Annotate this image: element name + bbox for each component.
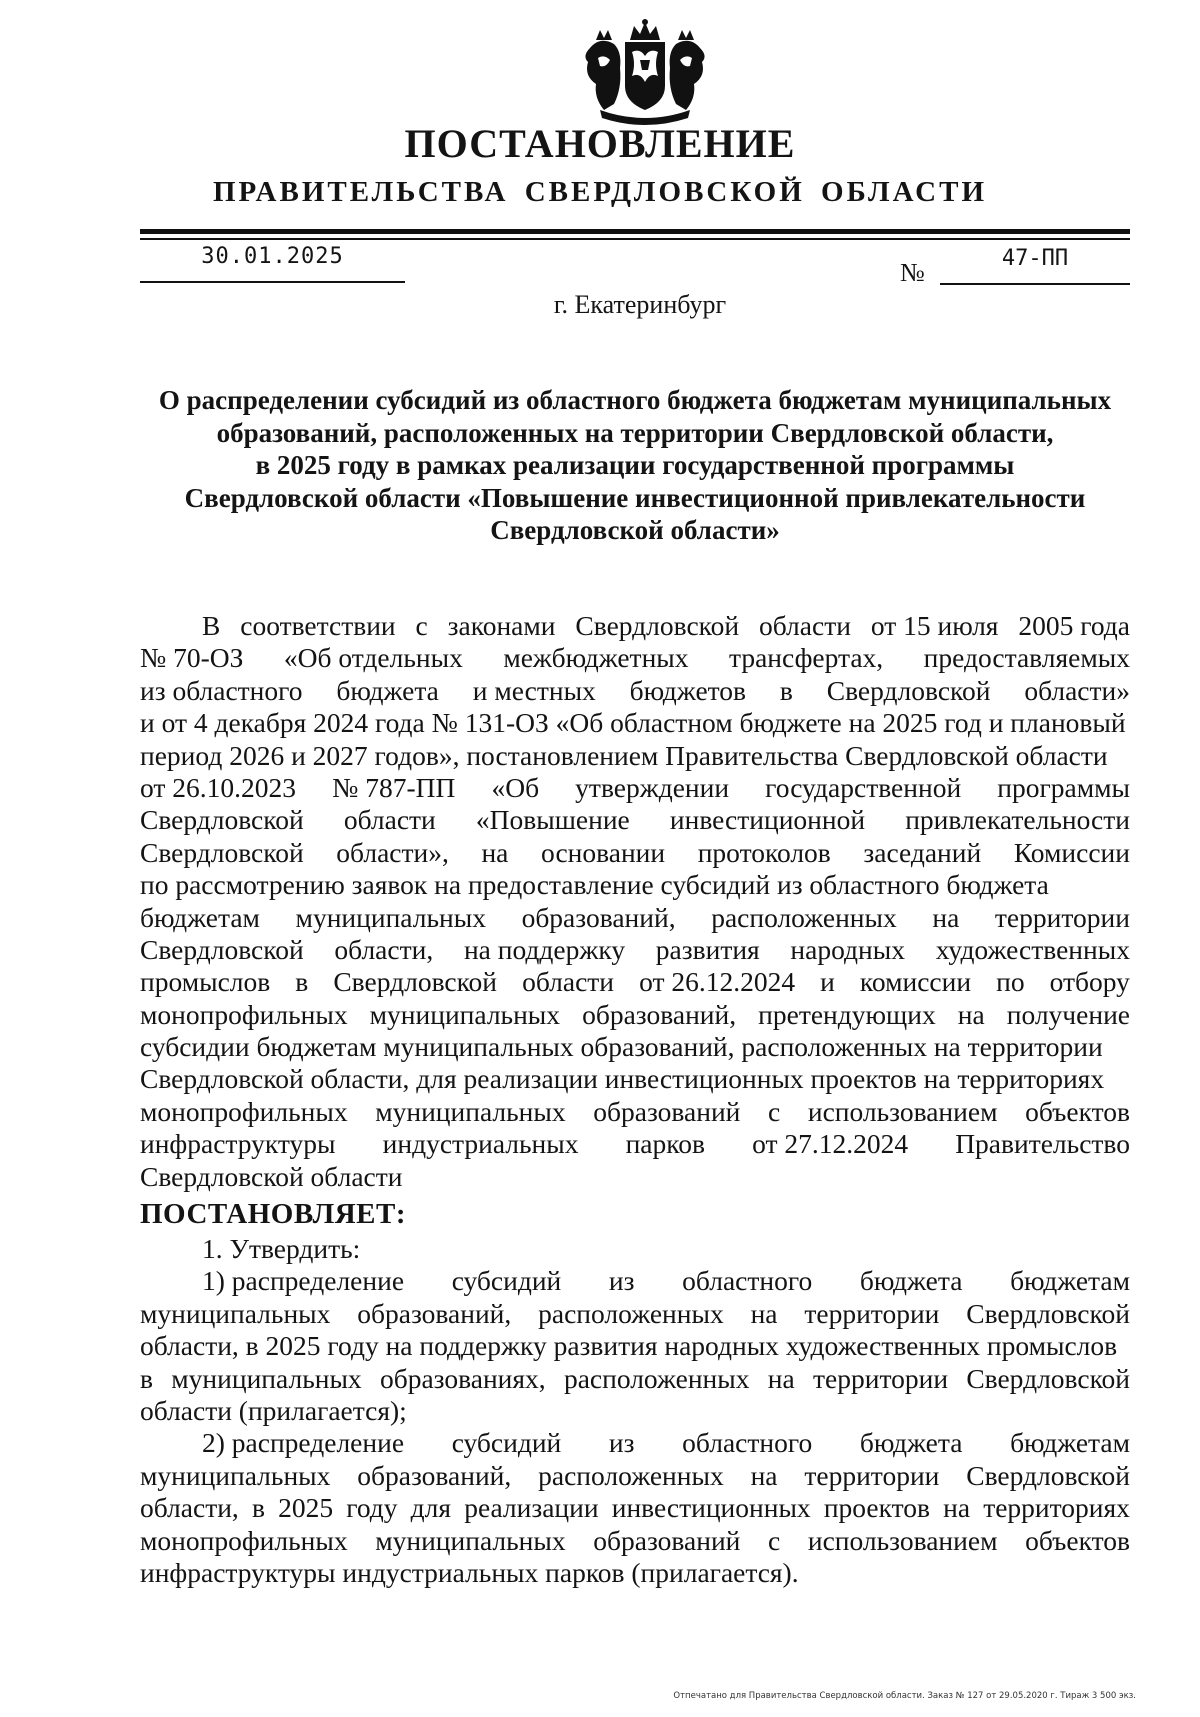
text-segment: программы <box>997 771 1130 803</box>
subject-line: О распределении субсидий из областного бюджета бюджетам муниципальных <box>158 385 1112 415</box>
text-segment: в <box>779 674 793 706</box>
text-segment: в <box>140 1362 153 1394</box>
subject-line: Свердловской области» <box>490 515 780 545</box>
text-segment: и <box>820 966 835 998</box>
preamble-line <box>140 1161 1130 1193</box>
text-segment: расположенных <box>538 1459 724 1491</box>
print-footer: Отпечатано для Правительства Свердловской области. Заказ № 127 от 29.05.2020 г. Тираж 3 500 экз. <box>673 1691 1136 1701</box>
text-segment: расположенных <box>538 1297 724 1329</box>
text-segment: территории <box>804 1297 940 1329</box>
text-segment: художественных <box>935 933 1130 965</box>
text-segment: территориях <box>983 1492 1130 1524</box>
preamble-line <box>140 837 1130 869</box>
preamble-line <box>140 1096 1130 1128</box>
preamble-line <box>140 966 1130 998</box>
text-segment: объектов <box>1025 1095 1130 1127</box>
text-segment: на <box>481 836 509 868</box>
preamble-line <box>140 1128 1130 1160</box>
text-segment: областного <box>682 1265 813 1297</box>
text-segment: № 70-ОЗ <box>140 642 244 674</box>
text-segment: территории <box>813 1362 949 1394</box>
date-underline <box>140 281 405 283</box>
text-segment: области <box>522 966 615 998</box>
text-segment: комиссии <box>859 966 972 998</box>
text-segment: бюджета <box>859 1427 963 1459</box>
text-segment: Правительство <box>955 1128 1130 1160</box>
preamble-paragraph <box>140 610 1130 1193</box>
text-segment: образований, <box>357 1459 512 1491</box>
items-line <box>140 1265 1130 1297</box>
text-segment: предоставляемых <box>923 642 1130 674</box>
text-segment: период 2026 и 2027 годов», постановлением Правительства Свердловской области <box>140 739 1108 771</box>
preamble-line <box>140 902 1130 934</box>
text-segment: индустриальных <box>382 1128 579 1160</box>
text-segment: Свердловской области <box>140 1160 403 1192</box>
text-segment: в <box>295 966 309 998</box>
items-line <box>140 1460 1130 1492</box>
text-segment: народных <box>790 933 905 965</box>
text-segment: утверждении <box>575 771 730 803</box>
preamble-line <box>140 1063 1130 1095</box>
text-segment: протоколов <box>697 836 831 868</box>
text-segment: территории <box>994 901 1130 933</box>
text-segment: 2) распределение <box>202 1427 405 1459</box>
text-segment: с <box>415 610 428 641</box>
text-segment: субсидий <box>451 1265 562 1297</box>
text-segment: межбюджетных <box>503 642 689 674</box>
text-segment: Свердловской <box>140 804 304 836</box>
text-segment: по рассмотрению заявок на предоставление субсидий из областного бюджета <box>140 869 1049 901</box>
preamble-line <box>140 869 1130 901</box>
text-segment: муниципальных <box>171 1362 362 1394</box>
text-segment: монопрофильных <box>140 998 348 1030</box>
text-segment: муниципальных <box>295 901 486 933</box>
items-line <box>140 1330 1130 1362</box>
header-rule-thin <box>140 238 1130 240</box>
preamble-line <box>140 740 1130 772</box>
text-segment: расположенных <box>563 1362 750 1394</box>
text-segment: 2025 <box>278 1492 334 1524</box>
text-segment: образований, <box>521 901 676 933</box>
text-segment: образований <box>593 1524 741 1556</box>
text-segment: использованием <box>807 1524 998 1556</box>
text-segment: Свердловской <box>140 933 304 965</box>
text-segment: Комиссии <box>1013 836 1130 868</box>
text-segment: образованиях, <box>379 1362 546 1394</box>
text-segment: на <box>957 998 985 1030</box>
text-segment: законами <box>447 610 556 641</box>
city: г. Екатеринбург <box>553 290 727 319</box>
preamble-line <box>140 772 1130 804</box>
resolution-items <box>140 1233 1130 1589</box>
text-segment: области, <box>334 933 434 965</box>
number-underline <box>940 283 1130 285</box>
text-segment: из областного <box>140 674 303 706</box>
text-segment: с <box>768 1524 781 1556</box>
items-line <box>140 1298 1130 1330</box>
text-segment: от 26.12.2024 <box>639 966 796 998</box>
text-segment: и от 4 декабря 2024 года № 131-ОЗ «Об областном бюджете на 2025 год и плановый <box>140 707 1126 739</box>
text-segment: развития <box>655 933 760 965</box>
text-segment: из <box>608 1427 635 1459</box>
text-segment: области, <box>140 1492 239 1524</box>
text-segment: инвестиционной <box>669 804 866 836</box>
text-segment: соответствии <box>240 610 396 641</box>
text-segment: трансфертах, <box>729 642 884 674</box>
text-segment: территории <box>804 1459 940 1491</box>
text-segment: на <box>932 901 960 933</box>
text-segment: бюджета <box>859 1265 963 1297</box>
text-segment: году <box>346 1492 398 1524</box>
text-segment: инфраструктуры индустриальных парков (прилагается). <box>140 1556 799 1588</box>
text-segment: «Об отдельных <box>283 642 463 674</box>
text-segment: области», <box>336 836 449 868</box>
text-segment: Свердловской области, для реализации инвестиционных проектов на территориях <box>140 1063 1105 1095</box>
items-line <box>140 1395 1130 1427</box>
text-segment: инфраструктуры <box>140 1128 336 1160</box>
preamble-line <box>140 1031 1130 1063</box>
text-segment: от 15 июля <box>870 610 999 641</box>
text-segment: области <box>343 804 436 836</box>
document-date: 30.01.2025 <box>201 244 344 269</box>
resolves-heading: ПОСТАНОВЛЯЕТ: <box>140 1198 406 1230</box>
coat-of-arms-icon <box>570 18 720 130</box>
items-line <box>140 1363 1130 1395</box>
text-segment: муниципальных <box>375 1095 566 1127</box>
text-segment: муниципальных <box>375 1524 566 1556</box>
text-segment: Свердловской <box>575 610 740 641</box>
text-segment: 1. Утвердить: <box>202 1233 361 1264</box>
text-segment: Свердловской <box>966 1297 1130 1329</box>
preamble-line <box>140 707 1130 739</box>
text-segment: получение <box>1006 998 1130 1030</box>
text-segment: реализации <box>464 1492 599 1524</box>
preamble-line <box>140 642 1130 674</box>
text-segment: 2005 года <box>1018 610 1130 641</box>
text-segment: области, в 2025 году на поддержку развития народных художественных промыслов <box>140 1330 1118 1362</box>
text-segment: муниципальных <box>369 998 561 1030</box>
subject-line: Свердловской области «Повышение инвестиционной привлекательности <box>184 482 1086 513</box>
text-segment: претендующих <box>758 998 936 1030</box>
text-segment: на <box>750 1459 778 1491</box>
number-label: № <box>900 258 925 287</box>
text-segment: от 27.12.2024 <box>752 1128 909 1160</box>
preamble-line <box>140 804 1130 836</box>
text-segment: на <box>750 1297 778 1329</box>
text-segment: заседаний <box>863 836 982 868</box>
text-segment: области <box>759 610 851 641</box>
text-segment: бюджетам <box>140 901 260 933</box>
text-segment: расположенных <box>711 901 897 933</box>
text-segment: использованием <box>807 1095 998 1127</box>
text-segment: области (прилагается); <box>140 1394 407 1426</box>
text-segment: отбору <box>1049 966 1130 998</box>
text-segment: привлекательности <box>905 804 1130 836</box>
text-segment: Свердловской <box>826 674 991 706</box>
subject-line: образований, расположенных на территории Свердловской области, <box>216 417 1054 448</box>
text-segment: и местных <box>472 674 596 706</box>
text-segment: Свердловской <box>140 836 304 868</box>
text-segment: «Повышение <box>475 804 630 836</box>
items-line <box>140 1427 1130 1459</box>
items-line <box>140 1525 1130 1557</box>
preamble-line <box>140 934 1130 966</box>
header-rule-thick <box>140 229 1130 234</box>
text-segment: бюджетам <box>1010 1265 1130 1297</box>
text-segment: бюджетов <box>629 674 747 706</box>
text-segment: монопрофильных <box>140 1524 348 1556</box>
text-segment: на <box>767 1362 795 1394</box>
issuing-authority: ПРАВИТЕЛЬСТВА СВЕРДЛОВСКОЙ ОБЛАСТИ <box>212 176 988 208</box>
text-segment: инвестиционных <box>611 1492 811 1524</box>
items-line <box>140 1492 1130 1524</box>
items-line <box>140 1233 1130 1265</box>
text-segment: объектов <box>1025 1524 1130 1556</box>
text-segment: области» <box>1024 674 1130 706</box>
preamble-line <box>140 999 1130 1031</box>
subject-line: в 2025 году в рамках реализации государственной программы <box>255 450 1015 480</box>
text-segment: Свердловской <box>966 1362 1130 1394</box>
text-segment: бюджетам <box>1010 1427 1130 1459</box>
text-segment: № 787-ПП <box>332 771 456 803</box>
text-segment: образований <box>593 1095 741 1127</box>
text-segment: 1) распределение <box>202 1265 405 1297</box>
text-segment: в <box>251 1492 265 1524</box>
text-segment: от 26.10.2023 <box>140 771 297 803</box>
text-segment: образований, <box>582 998 737 1030</box>
text-segment: монопрофильных <box>140 1095 348 1127</box>
text-segment: Свердловской <box>966 1459 1130 1491</box>
text-segment: областного <box>682 1427 813 1459</box>
text-segment: субсидии бюджетам муниципальных образований, расположенных на территории <box>140 1031 1103 1063</box>
text-segment: субсидий <box>451 1427 562 1459</box>
text-segment: муниципальных <box>140 1459 331 1491</box>
text-segment: проектов <box>823 1492 930 1524</box>
text-segment: основании <box>541 836 666 868</box>
text-segment: с <box>768 1095 781 1127</box>
text-segment: «Об <box>491 771 540 803</box>
preamble-line <box>140 675 1130 707</box>
text-segment: В <box>202 610 221 641</box>
text-segment: муниципальных <box>140 1297 331 1329</box>
text-segment: образований, <box>357 1297 512 1329</box>
document-type-title: ПОСТАНОВЛЕНИЕ <box>404 121 796 166</box>
document-number: 47-ПП <box>1001 246 1069 271</box>
text-segment: на <box>943 1492 971 1524</box>
items-line <box>140 1557 1130 1589</box>
text-segment: промыслов <box>140 966 271 998</box>
text-segment: по <box>996 966 1025 998</box>
document-subject <box>140 384 1130 547</box>
text-segment: на поддержку <box>463 933 626 965</box>
text-segment: государственной <box>765 771 962 803</box>
text-segment: бюджета <box>336 674 439 706</box>
text-segment: для <box>410 1492 452 1524</box>
text-segment: Свердловской <box>333 966 498 998</box>
text-segment: из <box>608 1265 635 1297</box>
preamble-line <box>140 610 1130 642</box>
text-segment: парков <box>625 1128 705 1160</box>
